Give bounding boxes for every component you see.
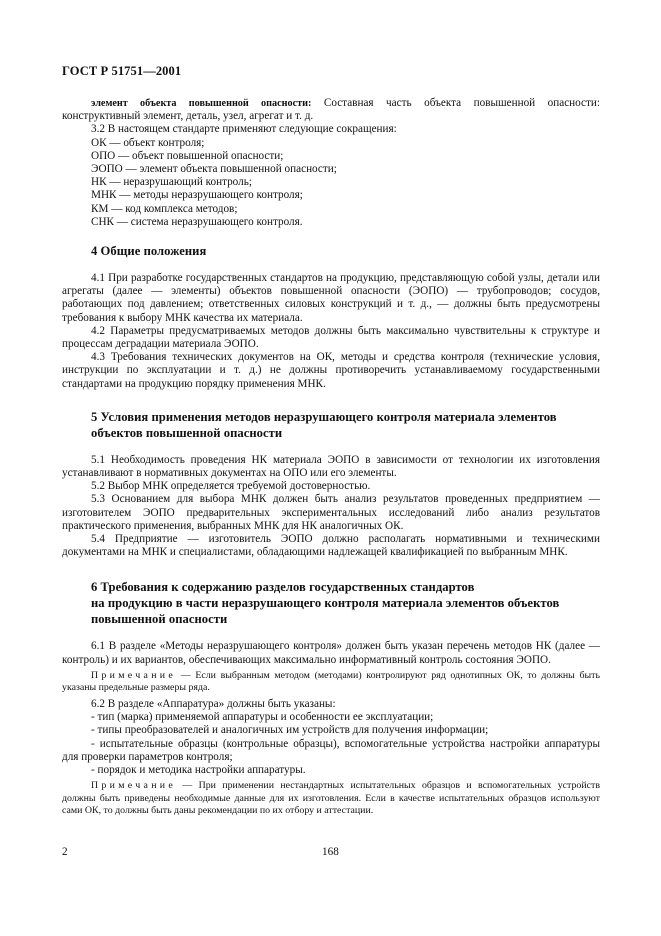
abbreviation-item: МНК — методы неразрушающего контроля; bbox=[91, 189, 303, 202]
section-6-heading-line-3: повышенной опасности bbox=[91, 612, 228, 627]
note-2 bbox=[62, 780, 600, 818]
section-6-heading-line-1: 6 Требования к содержанию разделов государственных стандартов bbox=[91, 580, 475, 595]
sheet-number: 168 bbox=[322, 846, 339, 858]
list-item: - порядок и методика настройки аппаратуры. bbox=[91, 764, 306, 777]
section-6-heading-line-2: на продукцию в части неразрушающего контроля материала элементов объектов bbox=[91, 596, 560, 611]
section-6-heading bbox=[62, 579, 600, 627]
document-code: ГОСТ Р 51751—2001 bbox=[62, 64, 182, 78]
abbreviation-item: СНК — система неразрушающего контроля. bbox=[91, 215, 303, 228]
abbreviation-item: НК — неразрушающий контроль; bbox=[91, 176, 252, 189]
section-6-paragraph-1: 6.1 В разделе «Методы неразрушающего контроля» должен быть указан перечень методов НК (далее — контроль) и их вариантов, обеспечивающих максимально информативный контроль состояния ЭОПО. bbox=[62, 640, 600, 666]
section-5-paragraph-3: 5.3 Основанием для выбора МНК должен быть анализ результатов проведенных предприятием — изготовителем ЭОПО предварительных экспериментальных исследований либо анализ результатов практического применения, выбранных МНК для НК аналогичных ОК. bbox=[62, 493, 600, 532]
page-number: 2 bbox=[62, 846, 68, 858]
definition-text: Составная часть объекта повышенной опасности: конструктивный элемент, деталь, узел, агрегат и т. д. bbox=[62, 97, 600, 123]
section-5-paragraph-1: 5.1 Необходимость проведения НК материала ЭОПО в зависимости от технологии их изготовления устанавливают в нормативных документах на ОПО или его элементы. bbox=[62, 453, 600, 480]
note-1 bbox=[62, 670, 600, 695]
section-4-heading: 4 Общие положения bbox=[91, 244, 207, 259]
section-6-paragraph-2: 6.2 В разделе «Аппаратура» должны быть указаны: bbox=[91, 698, 336, 711]
note-1-label: Примечание bbox=[91, 669, 177, 681]
abbreviation-item: КМ — код комплекса методов; bbox=[91, 202, 238, 215]
section-4-paragraph-2: 4.2 Параметры предусматриваемых методов должны быть максимально чувствительны к структуре и процессам деградации материала ЭОПО. bbox=[62, 324, 600, 351]
section-4-paragraph-1: 4.1 При разработке государственных стандартов на продукцию, представляющую собой узлы, детали или агрегаты (далее — элементы) объектов повышенной опасности (ЭОПО) — трубопроводов; сосудов, работающих под давлением; ответственных силовых конструкций и т. д., — должны быть предусмотрены требования к выбору МНК качества их материала. bbox=[62, 272, 600, 324]
abbreviations-intro: 3.2 В настоящем стандарте применяют следующие сокращения: bbox=[91, 123, 397, 136]
section-4-paragraph-3: 4.3 Требования технических документов на ОК, методы и средства контроля (технические условия, инструкции по эксплуатации и т. д.) не должны противоречить устанавливаемому государственными стандартами на продукцию порядку применения МНК. bbox=[62, 351, 600, 390]
page-content bbox=[62, 97, 600, 818]
list-item: - испытательные образцы (контрольные образцы), вспомогательные устройства настройки аппаратуры для проверки параметров контроля; bbox=[62, 737, 600, 763]
section-5-heading bbox=[62, 409, 600, 441]
section-5-heading-line-2: объектов повышенной опасности bbox=[91, 425, 283, 440]
note-2-label: Примечание bbox=[91, 780, 177, 792]
section-5-paragraph-2: 5.2 Выбор МНК определяется требуемой достоверностью. bbox=[91, 480, 371, 493]
list-item: - тип (марка) применяемой аппаратуры и особенности ее эксплуатации; bbox=[91, 711, 434, 724]
section-5-paragraph-4: 5.4 Предприятие — изготовитель ЭОПО должно располагать нормативными и техническими документами на МНК и специалистами, обладающими надлежащей квалификацией по выбранным МНК. bbox=[62, 533, 600, 559]
definition-paragraph bbox=[62, 97, 600, 123]
note-2-text: — При применении нестандартных испытательных образцов и вспомогательных устройств должны быть приведены необходимые данные для их изготовления. Если в качестве испытательных образцов используют сами ОК, то должны быть даны рекомендации по их отбору и аттестации. bbox=[62, 780, 600, 817]
list-item: - типы преобразователей и аналогичных им устройств для получения информации; bbox=[91, 724, 489, 737]
section-5-heading-line-1: 5 Условия применения методов неразрушающего контроля материала элементов bbox=[91, 409, 557, 424]
abbreviation-item: ОПО — объект повышенной опасности; bbox=[91, 149, 284, 162]
note-1-text: — Если выбранным методом (методами) контролируют ряд однотипных ОК, то должны быть указаны предельные размеры ряда. bbox=[62, 669, 600, 694]
abbreviation-item: ОК — объект контроля; bbox=[91, 136, 205, 149]
abbreviation-item: ЭОПО — элемент объекта повышенной опасности; bbox=[91, 163, 337, 176]
definition-term: элемент объекта повышенной опасности: bbox=[91, 98, 312, 109]
